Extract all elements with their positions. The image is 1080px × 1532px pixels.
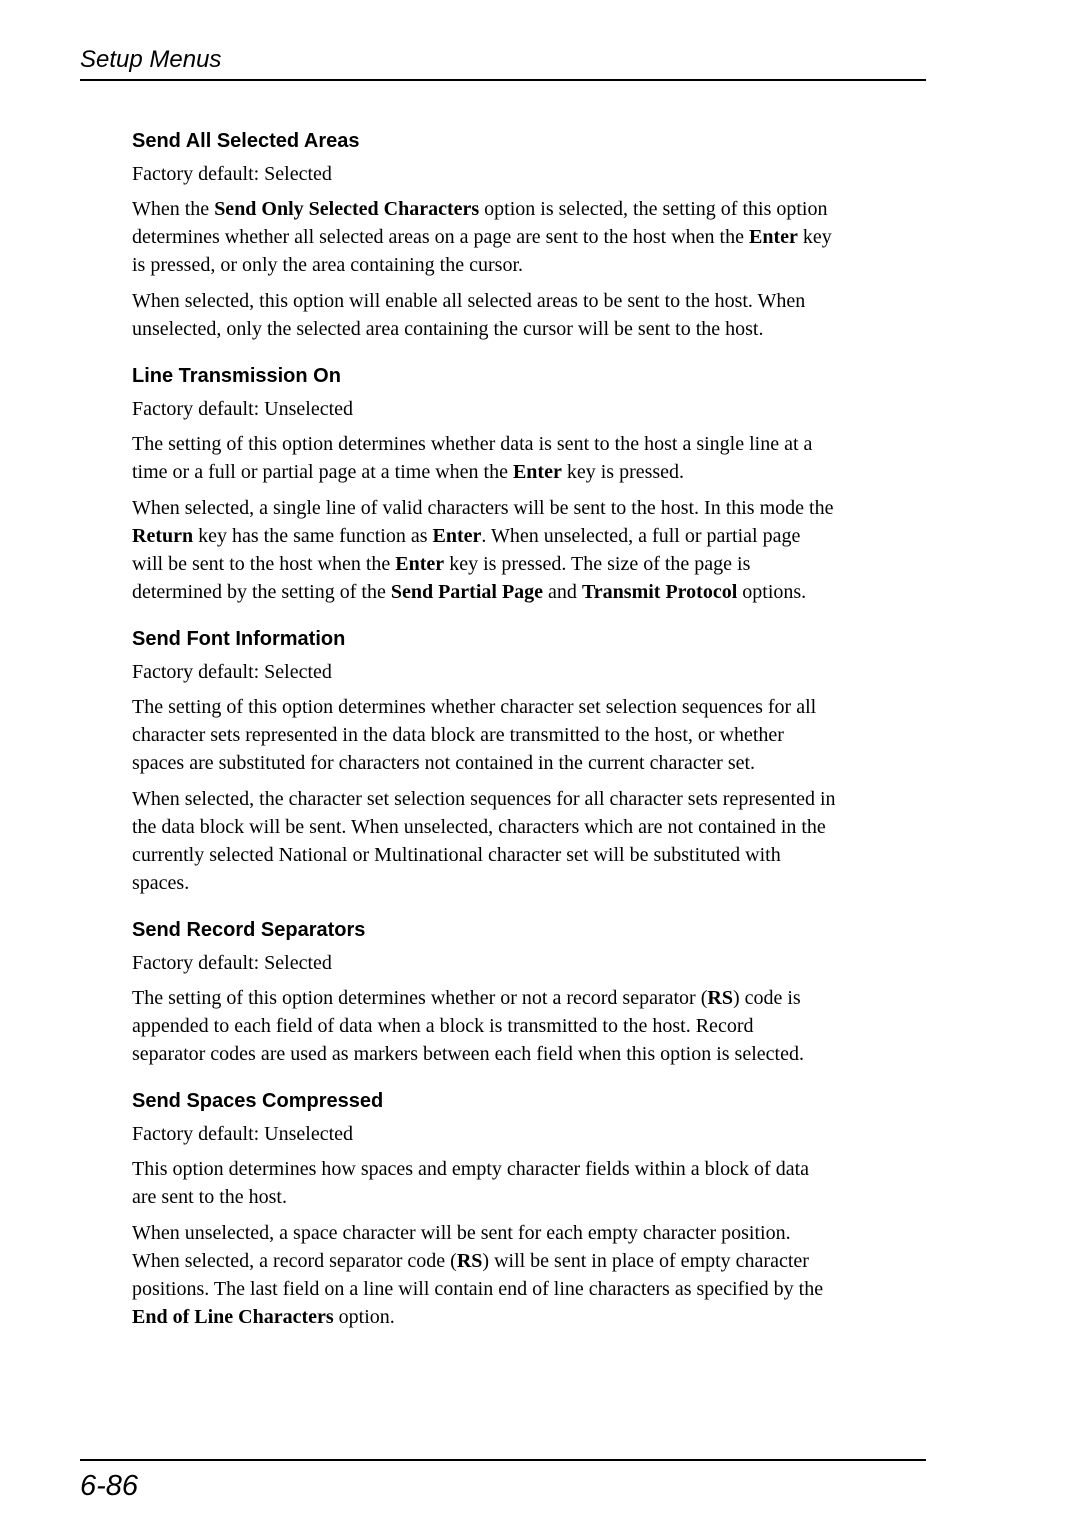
text-run: key has the same function as (193, 525, 433, 547)
text-run: When unselected, a space character will be sent for each empty character position. (132, 1222, 791, 1244)
factory-default: Factory default: Unselected (132, 1123, 354, 1145)
text-run: are sent to the host. (132, 1186, 287, 1208)
text-run: determined by the setting of the (132, 581, 391, 603)
bold-term: Send Partial Page (390, 581, 544, 603)
text-run: When selected, this option will enable all selected areas to be sent to the host. When (132, 290, 806, 312)
text-run: character sets represented in the data block are transmitted to the host, or whether (132, 724, 784, 746)
section-title: Send Font Information (132, 628, 346, 650)
text-line (132, 693, 932, 721)
body-paragraph (132, 1219, 932, 1331)
text-run: key (797, 226, 832, 248)
text-run: option is selected, the setting of this option (479, 198, 828, 220)
text-run: ) code is (732, 987, 801, 1009)
text-run: When selected, a single line of valid characters will be sent to the host. In this mode the (132, 497, 834, 519)
text-run: separator codes are used as markers between each field when this option is selected. (132, 1043, 804, 1065)
text-run: spaces are substituted for characters not contained in the current character set. (132, 752, 756, 774)
factory-default: Factory default: Selected (132, 163, 332, 185)
text-line (132, 841, 932, 869)
text-line (132, 813, 932, 841)
text-run: spaces. (132, 872, 190, 894)
bold-term: Enter (395, 553, 445, 575)
text-line (132, 1183, 932, 1211)
body-paragraph (132, 693, 932, 777)
section (132, 1086, 932, 1331)
bold-term: RS (707, 987, 733, 1009)
text-run: The setting of this option determines whether or not a record separator ( (132, 987, 708, 1009)
text-run: ) will be sent in place of empty character (482, 1250, 809, 1272)
text-line (132, 315, 932, 343)
text-line (132, 1303, 932, 1331)
text-line (132, 785, 932, 813)
section (132, 361, 932, 606)
text-run: determines whether all selected areas on a page are sent to the host when the (132, 226, 749, 248)
section (132, 915, 932, 1068)
text-run: unselected, only the selected area containing the cursor will be sent to the host. (132, 318, 764, 340)
text-run: will be sent to the host when the (132, 553, 396, 575)
text-run: This option determines how spaces and empty character fields within a block of data (132, 1158, 810, 1180)
text-run: The setting of this option determines whether character set selection sequences for all (132, 696, 817, 718)
running-header: Setup Menus (80, 46, 222, 73)
factory-default: Factory default: Unselected (132, 398, 354, 420)
bold-term: Send Only Selected Characters (214, 198, 480, 220)
bold-term: RS (456, 1250, 483, 1272)
text-run: When selected, a record separator code ( (132, 1250, 457, 1272)
text-line (132, 869, 932, 897)
body-paragraph (132, 984, 932, 1068)
footer-divider (80, 1459, 926, 1461)
factory-default: Factory default: Selected (132, 952, 332, 974)
text-line (132, 1247, 932, 1275)
text-run: time or a full or partial page at a time when the (132, 461, 513, 483)
text-line (132, 1275, 932, 1303)
page-body (132, 126, 932, 1331)
text-run: The setting of this option determines whether data is sent to the host a single line at a (132, 433, 813, 455)
body-paragraph (132, 785, 932, 897)
text-line (132, 223, 932, 251)
text-line (132, 1155, 932, 1183)
bold-term: Enter (432, 525, 482, 547)
bold-term: Return (132, 525, 194, 547)
text-line (132, 430, 932, 458)
text-line (132, 550, 932, 578)
text-run: options. (737, 581, 807, 603)
body-paragraph (132, 430, 932, 486)
section-title: Line Transmission On (132, 365, 341, 387)
text-line (132, 522, 932, 550)
text-run: key is pressed. The size of the page is (444, 553, 751, 575)
bold-term: End of Line Characters (132, 1306, 334, 1328)
text-run: key is pressed. (561, 461, 685, 483)
header-divider (80, 79, 926, 81)
bold-term: Enter (512, 461, 562, 483)
text-line (132, 749, 932, 777)
text-line (132, 578, 932, 606)
text-run: appended to each field of data when a block is transmitted to the host. Record (132, 1015, 754, 1037)
section (132, 126, 932, 343)
text-line (132, 494, 932, 522)
text-run: is pressed, or only the area containing the cursor. (132, 254, 523, 276)
body-paragraph (132, 195, 932, 279)
text-run: . When unselected, a full or partial page (481, 525, 801, 547)
section (132, 624, 932, 897)
text-line (132, 251, 932, 279)
text-line (132, 1040, 932, 1068)
page-number: 6-86 (80, 1470, 139, 1502)
section-title: Send Record Separators (132, 919, 366, 941)
bold-term: Transmit Protocol (581, 581, 738, 603)
text-run: currently selected National or Multinational character set will be substituted with (132, 844, 781, 866)
text-run: the data block will be sent. When unselected, characters which are not contained in the (132, 816, 826, 838)
text-run: When the (132, 198, 215, 220)
text-run: option. (333, 1306, 395, 1328)
bold-term: Enter (748, 226, 798, 248)
text-line (132, 458, 932, 486)
body-paragraph (132, 287, 932, 343)
text-run: When selected, the character set selection sequences for all character sets represented in (132, 788, 836, 810)
section-title: Send All Selected Areas (132, 130, 360, 152)
text-line (132, 1219, 932, 1247)
body-paragraph (132, 1155, 932, 1211)
section-title: Send Spaces Compressed (132, 1090, 384, 1112)
text-line (132, 195, 932, 223)
text-run: positions. The last field on a line will contain end of line characters as specified by the (132, 1278, 824, 1300)
text-line (132, 984, 932, 1012)
text-line (132, 287, 932, 315)
text-run: and (543, 581, 582, 603)
factory-default: Factory default: Selected (132, 661, 332, 683)
body-paragraph (132, 494, 932, 606)
text-line (132, 1012, 932, 1040)
text-line (132, 721, 932, 749)
